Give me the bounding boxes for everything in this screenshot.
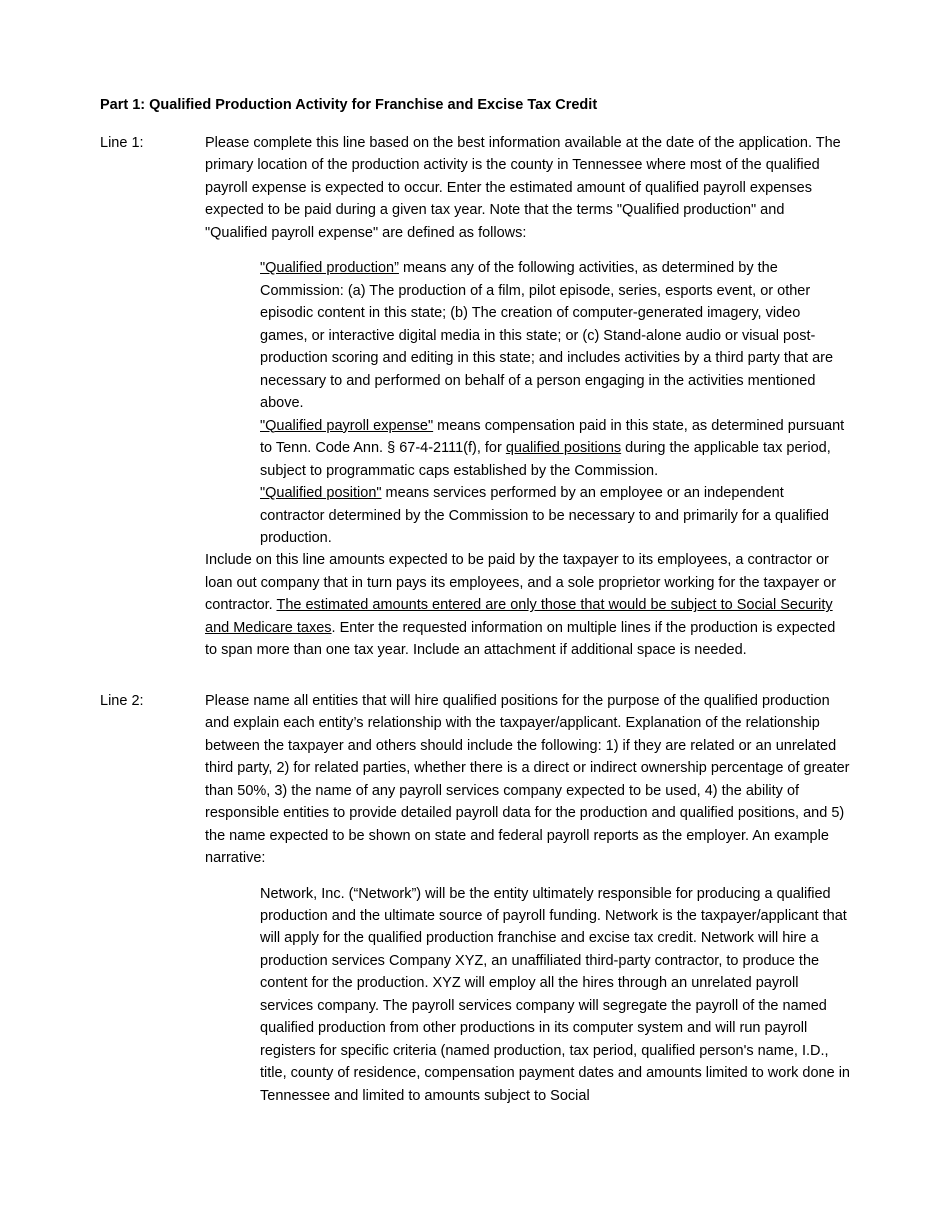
section-line-1 bbox=[100, 132, 850, 662]
definitions-block bbox=[260, 257, 850, 549]
phrase-qualified-positions: qualified positions bbox=[505, 440, 622, 457]
definition-qualified-production-text: means any of the following activities, as determined by the Commission: (a) The production of a film, pilot episode, series, esports event, or other episodic content in this state; (b) The creation of computer-generated imagery, video games, or interactive digital media in this state; or (c) Stand-alone audio or visual post-production scoring and editing in this state; and includes activities by a third party that are necessary to and performed on behalf of a person engaging in the activities mentioned above. bbox=[260, 260, 834, 412]
line-1-closing-text-a: Include on this line amounts expected to be paid by the taxpayer to its employees, a contractor or loan out company that in turn pays its employees, and a sole proprietor working for the taxpayer or contractor. bbox=[205, 552, 837, 614]
line-1-body bbox=[205, 132, 850, 662]
definition-qualified-payroll-expense-text-b: during the applicable tax period, subject to programmatic caps established by the Commission. bbox=[260, 440, 831, 479]
line-1-intro: Please complete this line based on the best information available at the date of the application. The primary location of the production activity is the county in Tennessee where most of the qualified payroll expense is expected to occur. Enter the estimated amount of qualified payroll expenses expected to be paid during a given tax year. Note that the terms "Qualified production" and "Qualified payroll expense" are defined as follows: bbox=[205, 135, 841, 241]
definition-qualified-payroll-expense-text-a: means compensation paid in this state, as determined pursuant to Tenn. Code Ann. § 67-4-2111(f), for bbox=[260, 417, 845, 457]
line-1-closing bbox=[205, 549, 850, 661]
line-1-closing-underlined: The estimated amounts entered are only those that would be subject to Social Security and Medicare taxes bbox=[205, 597, 833, 636]
example-narrative-text: Network, Inc. (“Network”) will be the entity ultimately responsible for producing a qualified production and the ultimate source of payroll funding. Network is the taxpayer/applicant that will apply for the qualified production franchise and excise tax credit. Network will hire a production services Company XYZ, an unaffiliated third-party contractor, to produce the content for the production. XYZ will employ all the hires through an unrelated payroll services company. The payroll services company will segregate the payroll of the named qualified production from other productions in its computer system and will run payroll registers for specific criteria (named production, tax period, qualified person's name, I.D., title, county of residence, compensation payment dates and amounts limited to work done in Tennessee and limited to amounts subject to Social bbox=[260, 885, 850, 1104]
section-line-2 bbox=[100, 690, 850, 1107]
term-qualified-production: "Qualified production” bbox=[260, 260, 399, 277]
example-narrative-block bbox=[260, 883, 850, 1108]
definition-qualified-position bbox=[260, 482, 850, 549]
definition-qualified-production bbox=[260, 257, 850, 414]
line-1-label: Line 1: bbox=[100, 135, 144, 152]
section-spacer bbox=[100, 676, 850, 690]
page-title: Part 1: Qualified Production Activity for Franchise and Excise Tax Credit bbox=[100, 97, 598, 113]
term-qualified-payroll-expense: "Qualified payroll expense" bbox=[260, 417, 434, 434]
line-2-body bbox=[205, 690, 850, 1107]
line-2-label: Line 2: bbox=[100, 692, 144, 709]
term-qualified-position: "Qualified position" bbox=[260, 485, 382, 502]
line-1-closing-text-b: . Enter the requested information on multiple lines if the production is expected to span more than one tax year. Include an attachment if additional space is needed. bbox=[205, 619, 836, 659]
line-2-intro: Please name all entities that will hire qualified positions for the purpose of the qualified production and explain each entity’s relationship with the taxpayer/applicant. Explanation of the relationship between the taxpayer and others should include the following: 1) if they are related or an unrelated third party, 2) for related parties, whether there is a direct or indirect ownership percentage of greater than 50%, 3) the name of any payroll services company expected to be used, 4) the ability of responsible entities to provide detailed payroll data for the production and qualified positions, and 5) the name expected to be shown on state and federal payroll reports as the employer. An example narrative: bbox=[205, 692, 850, 867]
definition-qualified-position-text: means services performed by an employee or an independent contractor determined by the Commission to be necessary to and primarily for a qualified production. bbox=[260, 485, 829, 546]
definition-qualified-payroll-expense bbox=[260, 415, 850, 482]
